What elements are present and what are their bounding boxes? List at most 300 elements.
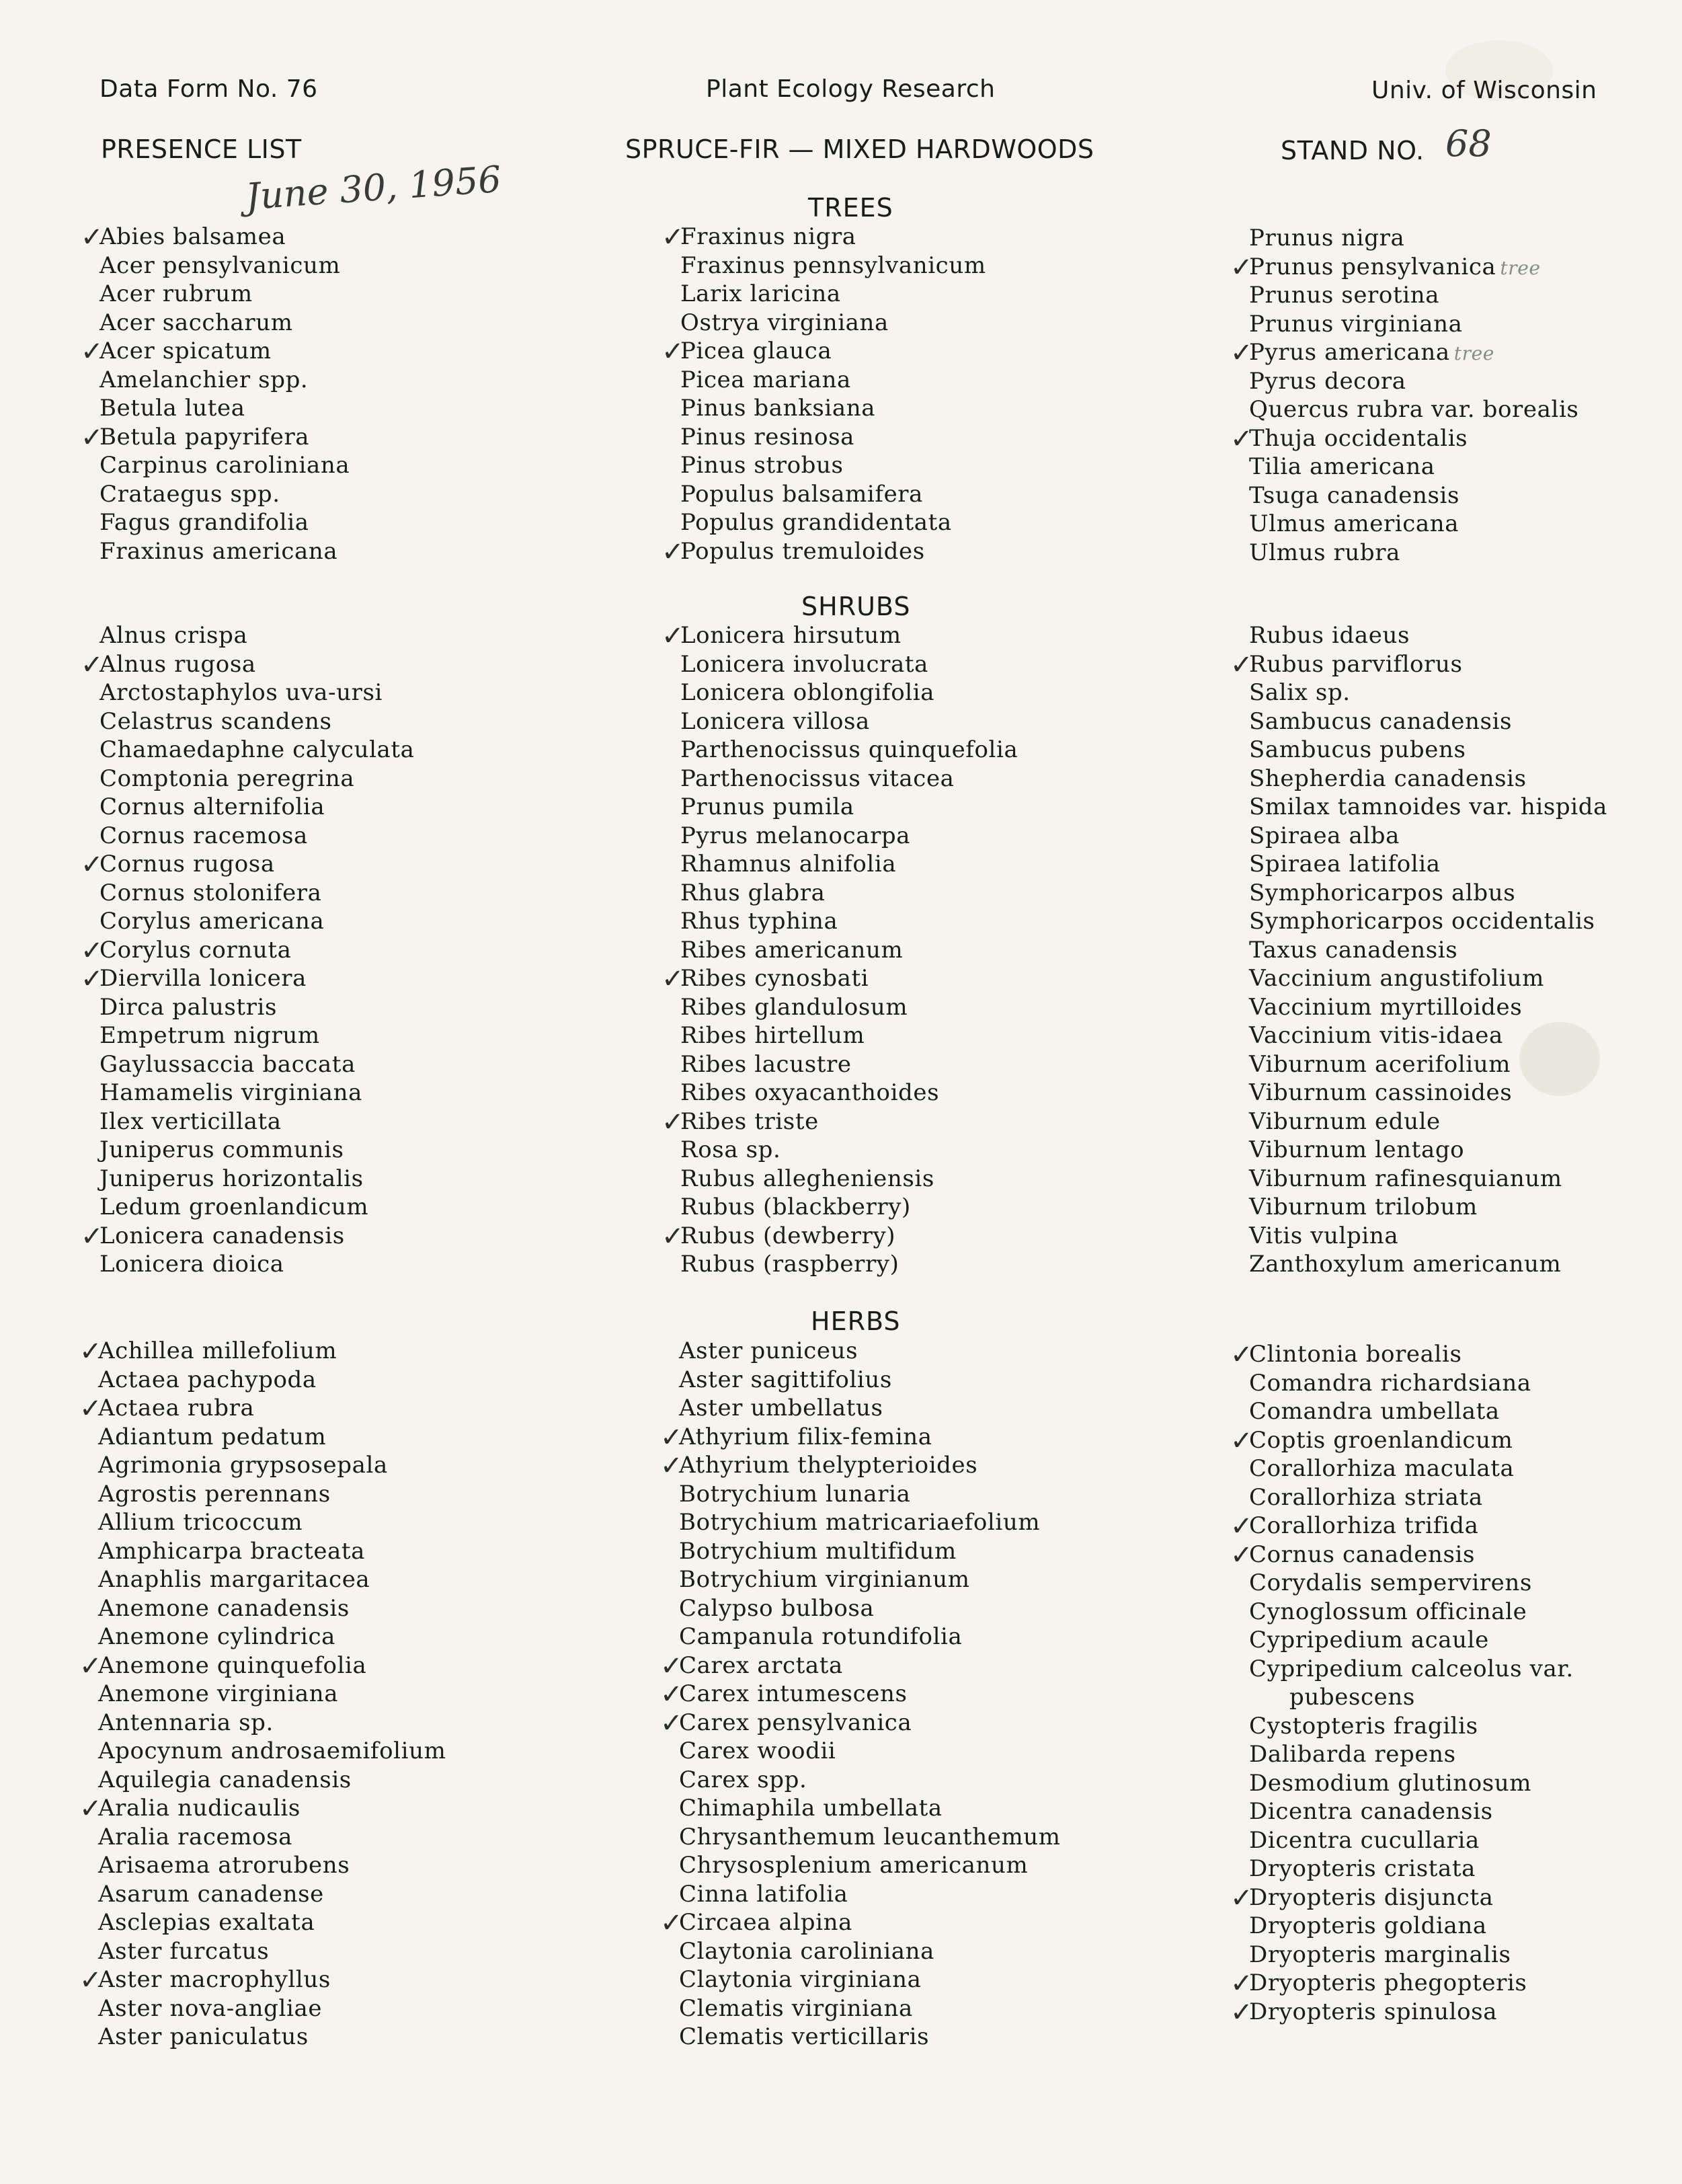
species-item xyxy=(1249,936,1607,965)
species-name: Carex woodii xyxy=(679,1738,836,1764)
species-item xyxy=(680,1193,1018,1222)
species-name: Anaphlis margaritacea xyxy=(98,1566,370,1593)
species-name: Arctostaphylos uva-ursi xyxy=(99,679,383,706)
species-item xyxy=(660,1450,1061,1481)
species-name: Clintonia borealis xyxy=(1249,1341,1462,1368)
species-item xyxy=(679,1937,1061,1966)
species-name: Sambucus canadensis xyxy=(1249,707,1513,735)
species-item xyxy=(98,1594,446,1623)
check-mark-icon: ✓ xyxy=(81,336,104,367)
species-item xyxy=(679,1394,1061,1423)
species-name: Ribes hirtellum xyxy=(680,1022,865,1049)
species-item xyxy=(660,1707,1061,1739)
species-name: Vaccinium vitis-idaea xyxy=(1249,1022,1503,1049)
species-name: Populus tremuloides xyxy=(680,537,925,565)
species-item xyxy=(79,1793,446,1824)
species-name: Lonicera canadensis xyxy=(99,1222,345,1249)
species-item xyxy=(1249,1250,1607,1279)
trees-column-2 xyxy=(662,222,986,568)
herbs-column-2 xyxy=(660,1337,1061,2052)
species-name: Ribes oxyacanthoides xyxy=(680,1079,940,1106)
species-name: Aquilegia canadensis xyxy=(98,1766,352,1793)
check-mark-icon: ✓ xyxy=(662,222,685,253)
species-name: Chrysosplenium americanum xyxy=(679,1852,1029,1879)
species-name: Pinus strobus xyxy=(680,452,844,479)
species-name: Rubus (raspberry) xyxy=(680,1251,899,1278)
species-name: Shepherdia canadensis xyxy=(1249,765,1527,792)
species-name: Antennaria sp. xyxy=(98,1709,274,1736)
species-item xyxy=(1249,281,1578,310)
species-name: Chamaedaphne calyculata xyxy=(99,736,415,763)
check-mark-icon: ✓ xyxy=(662,964,685,994)
species-item xyxy=(680,793,1018,822)
species-item xyxy=(1249,224,1578,253)
species-item xyxy=(98,1623,446,1651)
species-name: Botrychium lunaria xyxy=(679,1480,911,1508)
species-item xyxy=(99,907,415,936)
species-item xyxy=(1230,1996,1574,2028)
species-item xyxy=(1249,1369,1574,1398)
species-item xyxy=(680,907,1018,936)
species-item xyxy=(679,1965,1061,1994)
species-item xyxy=(81,222,350,253)
species-name: Gaylussaccia baccata xyxy=(99,1050,356,1078)
species-name: Acer pensylvanicum xyxy=(99,251,341,279)
species-name: Agrostis perennans xyxy=(98,1480,331,1508)
species-name: Aster umbellatus xyxy=(679,1395,883,1421)
species-name: Rubus allegheniensis xyxy=(680,1165,934,1192)
species-name: Lonicera villosa xyxy=(680,707,870,735)
species-name: Lonicera hirsutum xyxy=(680,622,902,649)
check-mark-icon: ✓ xyxy=(79,1793,103,1824)
species-name: Coptis groenlandicum xyxy=(1249,1426,1513,1454)
species-name: Carpinus caroliniana xyxy=(99,452,350,479)
species-item xyxy=(1249,993,1607,1022)
species-item xyxy=(99,678,415,707)
species-item xyxy=(660,1650,1061,1682)
section-title-trees: TREES xyxy=(808,193,893,223)
species-name: Claytonia caroliniana xyxy=(679,1937,934,1965)
species-name: Botrychium virginianum xyxy=(679,1566,970,1593)
species-item xyxy=(660,1421,1061,1453)
species-item xyxy=(1249,1483,1574,1512)
species-item xyxy=(99,793,415,822)
species-name: Corydalis sempervirens xyxy=(1249,1569,1532,1596)
species-item xyxy=(680,707,1018,736)
species-item xyxy=(680,736,1018,765)
species-name: Celastrus scandens xyxy=(99,707,332,735)
species-item xyxy=(1249,1769,1574,1798)
check-mark-icon: ✓ xyxy=(660,1421,684,1453)
species-name: Crataegus spp. xyxy=(99,480,280,508)
species-item xyxy=(99,765,415,793)
species-item xyxy=(98,1423,446,1452)
species-item xyxy=(679,1737,1061,1766)
species-item xyxy=(662,621,1018,652)
check-mark-icon: ✓ xyxy=(662,621,685,652)
species-item xyxy=(81,1220,415,1252)
species-item xyxy=(99,480,350,509)
date-handwritten: June 30, 1956 xyxy=(244,157,503,219)
species-item xyxy=(679,1880,1061,1909)
check-mark-icon: ✓ xyxy=(660,1650,684,1682)
species-item xyxy=(680,993,1018,1022)
species-name: Allium tricoccum xyxy=(98,1509,303,1536)
species-name: Salix sp. xyxy=(1249,679,1351,706)
species-item xyxy=(680,423,986,452)
species-name: Dirca palustris xyxy=(99,993,277,1021)
check-mark-icon: ✓ xyxy=(662,536,685,568)
check-mark-icon: ✓ xyxy=(79,1393,103,1424)
species-item xyxy=(662,536,986,568)
species-item xyxy=(1249,1855,1574,1883)
species-item xyxy=(1249,395,1578,424)
species-name: Alnus crispa xyxy=(99,622,248,649)
species-item xyxy=(680,678,1018,707)
species-item xyxy=(79,1965,446,1996)
species-name: Claytonia virginiana xyxy=(679,1966,922,1993)
species-item xyxy=(1249,539,1578,568)
species-name: Apocynum androsaemifolium xyxy=(98,1738,446,1764)
species-item xyxy=(99,309,350,338)
species-item xyxy=(679,1794,1061,1823)
species-name: Thuja occidentalis xyxy=(1249,424,1468,452)
species-name: Dryopteris marginalis xyxy=(1249,1941,1511,1968)
species-name: Empetrum nigrum xyxy=(99,1022,320,1049)
species-item xyxy=(1249,453,1578,481)
species-item xyxy=(680,251,986,280)
species-name: Anemone quinquefolia xyxy=(98,1651,367,1679)
species-name: Comandra umbellata xyxy=(1249,1398,1500,1425)
species-name: Dryopteris goldiana xyxy=(1249,1912,1487,1939)
species-item xyxy=(679,1337,1061,1366)
species-item xyxy=(99,1136,415,1165)
species-name: Rubus (dewberry) xyxy=(680,1222,896,1249)
check-mark-icon: ✓ xyxy=(1230,1882,1254,1914)
species-item xyxy=(679,1766,1061,1795)
species-item xyxy=(679,1994,1061,2023)
section-title-shrubs: SHRUBS xyxy=(801,592,911,621)
herbs-column-3 xyxy=(1230,1339,1574,2028)
species-item xyxy=(679,1508,1061,1537)
species-name: Ribes americanum xyxy=(680,936,904,964)
university: Univ. of Wisconsin xyxy=(1371,77,1597,104)
species-name: Viburnum cassinoides xyxy=(1249,1079,1513,1106)
species-name: Corylus cornuta xyxy=(99,936,292,964)
species-item xyxy=(680,394,986,423)
species-name: Dryopteris spinulosa xyxy=(1249,1998,1498,2025)
species-item xyxy=(99,394,350,423)
check-mark-icon: ✓ xyxy=(79,1965,103,1996)
species-name: Prunus pumila xyxy=(680,793,854,820)
species-name: Cinna latifolia xyxy=(679,1880,848,1908)
species-item xyxy=(1249,1397,1574,1426)
species-item xyxy=(1249,1826,1574,1855)
species-item xyxy=(1249,879,1607,908)
species-name: Calypso bulbosa xyxy=(679,1594,875,1622)
species-name: Quercus rubra var. borealis xyxy=(1249,396,1579,423)
species-name: Betula lutea xyxy=(99,395,245,422)
check-mark-icon: ✓ xyxy=(81,1220,104,1252)
species-name: Acer rubrum xyxy=(99,280,253,307)
species-item xyxy=(1249,793,1607,822)
species-item xyxy=(679,1537,1061,1566)
species-name: Viburnum lentago xyxy=(1249,1136,1465,1163)
check-mark-icon: ✓ xyxy=(1230,1539,1254,1571)
species-name: Comandra richardsiana xyxy=(1249,1369,1531,1397)
species-item xyxy=(1230,1968,1574,1999)
species-item xyxy=(1249,1222,1607,1251)
species-name: Rubus idaeus xyxy=(1249,622,1410,649)
species-item xyxy=(98,1537,446,1566)
species-item xyxy=(81,422,350,453)
species-item xyxy=(98,1766,446,1795)
species-item xyxy=(1230,1539,1574,1571)
species-item xyxy=(1249,1107,1607,1136)
check-mark-icon: ✓ xyxy=(660,1707,684,1739)
species-item xyxy=(680,480,986,509)
species-name: Corallorhiza maculata xyxy=(1249,1455,1515,1482)
pencil-note: tree xyxy=(1500,256,1541,279)
species-name: Ribes glandulosum xyxy=(680,993,908,1021)
species-name: Spiraea latifolia xyxy=(1249,851,1441,878)
species-name: Populus balsamifera xyxy=(680,480,924,508)
species-name: Vitis vulpina xyxy=(1249,1222,1399,1249)
species-name: Carex spp. xyxy=(679,1766,807,1793)
species-name: Larix laricina xyxy=(680,280,841,307)
species-name: Athyrium thelypterioides xyxy=(679,1452,978,1479)
species-name: Pyrus americana xyxy=(1249,339,1450,366)
species-name: Cystopteris fragilis xyxy=(1249,1712,1478,1740)
species-item xyxy=(81,935,415,966)
species-item xyxy=(1249,1683,1574,1712)
check-mark-icon: ✓ xyxy=(1230,1511,1254,1542)
species-item xyxy=(662,1220,1018,1252)
species-item xyxy=(679,2023,1061,2052)
check-mark-icon: ✓ xyxy=(1230,1968,1254,1999)
species-item xyxy=(660,1679,1061,1710)
species-item xyxy=(1249,1712,1574,1741)
species-name: Rubus (blackberry) xyxy=(680,1194,911,1220)
species-item xyxy=(680,1050,1018,1079)
check-mark-icon: ✓ xyxy=(1230,338,1254,368)
species-name: Actaea rubra xyxy=(98,1395,255,1421)
species-name: Parthenocissus quinquefolia xyxy=(680,736,1018,763)
species-item xyxy=(99,736,415,765)
species-name: Ulmus americana xyxy=(1249,510,1459,537)
species-name: Clematis verticillaris xyxy=(679,2023,930,2050)
species-item xyxy=(98,1508,446,1537)
species-name: Prunus serotina xyxy=(1249,282,1440,309)
species-name: Carex intumescens xyxy=(679,1680,908,1707)
species-item xyxy=(1249,1912,1574,1941)
check-mark-icon: ✓ xyxy=(662,1106,685,1138)
species-name: Ribes triste xyxy=(680,1107,819,1135)
species-name: Cornus canadensis xyxy=(1249,1540,1476,1568)
species-name: Abies balsamea xyxy=(99,223,286,250)
species-item xyxy=(1230,1882,1574,1914)
species-name: Carex pensylvanica xyxy=(679,1709,912,1736)
species-name: Circaea alpina xyxy=(679,1909,853,1936)
check-mark-icon: ✓ xyxy=(662,336,685,367)
species-name: Lonicera dioica xyxy=(99,1251,284,1278)
species-name: Anemone cylindrica xyxy=(98,1623,336,1650)
check-mark-icon: ✓ xyxy=(81,964,104,994)
species-name: Pyrus melanocarpa xyxy=(680,822,911,849)
species-name: Chrysanthemum leucanthemum xyxy=(679,1823,1061,1850)
species-item xyxy=(1249,850,1607,879)
species-name: Pinus banksiana xyxy=(680,395,876,422)
species-name: Prunus virginiana xyxy=(1249,310,1463,338)
community-type: SPRUCE-FIR — MIXED HARDWOODS xyxy=(625,134,1094,164)
species-item xyxy=(99,1050,415,1079)
species-name: Chimaphila umbellata xyxy=(679,1795,943,1822)
species-name: Ostrya virginiana xyxy=(680,309,889,336)
species-name: Anemone virginiana xyxy=(98,1680,339,1707)
species-name: Corallorhiza striata xyxy=(1249,1483,1483,1511)
check-mark-icon: ✓ xyxy=(81,222,104,253)
species-item xyxy=(680,650,1018,679)
species-item xyxy=(81,964,415,994)
species-name: Dicentra cucullaria xyxy=(1249,1826,1480,1854)
species-item xyxy=(680,936,1018,965)
species-item xyxy=(680,451,986,480)
species-item xyxy=(662,222,986,253)
species-item xyxy=(1249,1797,1574,1826)
species-item xyxy=(99,508,350,537)
species-name: Cypripedium calceolus var. xyxy=(1249,1655,1574,1682)
species-item xyxy=(1249,707,1607,736)
species-item xyxy=(99,1165,415,1194)
species-item xyxy=(1249,1021,1607,1050)
species-name: pubescens xyxy=(1289,1684,1415,1711)
species-item xyxy=(679,1594,1061,1623)
species-name: Picea mariana xyxy=(680,366,851,393)
species-name: Fagus grandifolia xyxy=(99,509,309,536)
species-item xyxy=(98,1994,446,2023)
species-name: Ribes cynosbati xyxy=(680,965,869,992)
species-item xyxy=(79,1336,446,1367)
species-item xyxy=(79,1650,446,1682)
species-name: Alnus rugosa xyxy=(99,650,256,678)
species-item xyxy=(98,1451,446,1480)
species-item xyxy=(1230,338,1578,368)
species-name: Dryopteris cristata xyxy=(1249,1855,1476,1882)
species-item xyxy=(1249,1165,1607,1194)
species-item xyxy=(1249,1193,1607,1222)
species-item xyxy=(81,849,415,880)
species-name: Spiraea alba xyxy=(1249,822,1400,849)
stand-label: STAND NO. xyxy=(1281,136,1425,165)
species-name: Amelanchier spp. xyxy=(99,366,309,393)
species-item xyxy=(680,822,1018,851)
species-name: Dicentra canadensis xyxy=(1249,1798,1493,1825)
check-mark-icon: ✓ xyxy=(1230,251,1254,283)
species-item xyxy=(98,1366,446,1395)
species-name: Achillea millefolium xyxy=(98,1337,337,1364)
species-item xyxy=(81,336,350,367)
species-item xyxy=(679,1623,1061,1651)
form-number: Data Form No. 76 xyxy=(99,75,318,103)
species-name: Viburnum edule xyxy=(1249,1107,1441,1135)
species-name: Cornus rugosa xyxy=(99,851,275,878)
check-mark-icon: ✓ xyxy=(1230,1425,1254,1456)
species-name: Pyrus decora xyxy=(1249,367,1406,395)
check-mark-icon: ✓ xyxy=(1230,423,1254,455)
species-item xyxy=(99,1107,415,1136)
species-item xyxy=(1230,1339,1574,1370)
species-name: Viburnum acerifolium xyxy=(1249,1050,1511,1078)
species-name: Asclepias exaltata xyxy=(98,1909,315,1936)
species-name: Anemone canadensis xyxy=(98,1594,350,1622)
species-name: Acer saccharum xyxy=(99,309,293,336)
species-name: Actaea pachypoda xyxy=(98,1366,317,1393)
species-item xyxy=(679,1366,1061,1395)
species-item xyxy=(99,280,350,309)
species-item xyxy=(680,850,1018,879)
species-name: Fraxinus americana xyxy=(99,537,338,565)
section-title-herbs: HERBS xyxy=(811,1306,901,1336)
species-item xyxy=(1249,621,1607,650)
shrubs-column-2 xyxy=(662,621,1018,1279)
check-mark-icon: ✓ xyxy=(660,1450,684,1481)
species-name: Sambucus pubens xyxy=(1249,736,1466,763)
species-name: Symphoricarpos occidentalis xyxy=(1249,908,1595,935)
species-name: Rosa sp. xyxy=(680,1136,781,1163)
species-item xyxy=(679,1480,1061,1509)
species-name: Juniperus communis xyxy=(99,1136,344,1163)
species-name: Adiantum pedatum xyxy=(98,1423,327,1450)
species-name: Acer spicatum xyxy=(99,338,272,364)
species-item xyxy=(99,822,415,851)
species-name: Corallorhiza trifida xyxy=(1249,1512,1479,1539)
species-name: Tsuga canadensis xyxy=(1249,481,1460,509)
species-item xyxy=(1230,1425,1574,1456)
species-item xyxy=(680,366,986,395)
species-item xyxy=(98,1823,446,1852)
species-item xyxy=(99,1021,415,1050)
shrubs-column-3 xyxy=(1230,621,1607,1279)
species-name: Cypripedium acaule xyxy=(1249,1627,1489,1653)
species-item xyxy=(1249,1050,1607,1079)
species-item xyxy=(1249,1136,1607,1165)
species-item xyxy=(98,1709,446,1738)
species-item xyxy=(98,1880,446,1909)
species-item xyxy=(1230,251,1578,283)
species-name: Rubus parviflorus xyxy=(1249,650,1463,678)
species-name: Arisaema atrorubens xyxy=(98,1852,350,1879)
species-item xyxy=(98,1480,446,1509)
species-name: Rhus typhina xyxy=(680,908,838,935)
check-mark-icon: ✓ xyxy=(1230,649,1254,680)
species-item xyxy=(660,1908,1061,1939)
species-item xyxy=(1249,1740,1574,1769)
check-mark-icon: ✓ xyxy=(79,1650,103,1682)
species-item xyxy=(1249,367,1578,396)
species-item xyxy=(680,1079,1018,1107)
species-item xyxy=(81,649,415,680)
species-name: Prunus pensylvanica xyxy=(1249,253,1496,280)
species-item xyxy=(680,309,986,338)
species-name: Ilex verticillata xyxy=(99,1107,282,1135)
species-name: Fraxinus nigra xyxy=(680,223,856,250)
stand-number-handwritten: 68 xyxy=(1445,122,1492,165)
species-item xyxy=(1230,423,1578,455)
species-item xyxy=(98,1937,446,1966)
check-mark-icon: ✓ xyxy=(662,1220,685,1252)
species-name: Tilia americana xyxy=(1249,453,1435,480)
pencil-note: tree xyxy=(1453,342,1494,364)
